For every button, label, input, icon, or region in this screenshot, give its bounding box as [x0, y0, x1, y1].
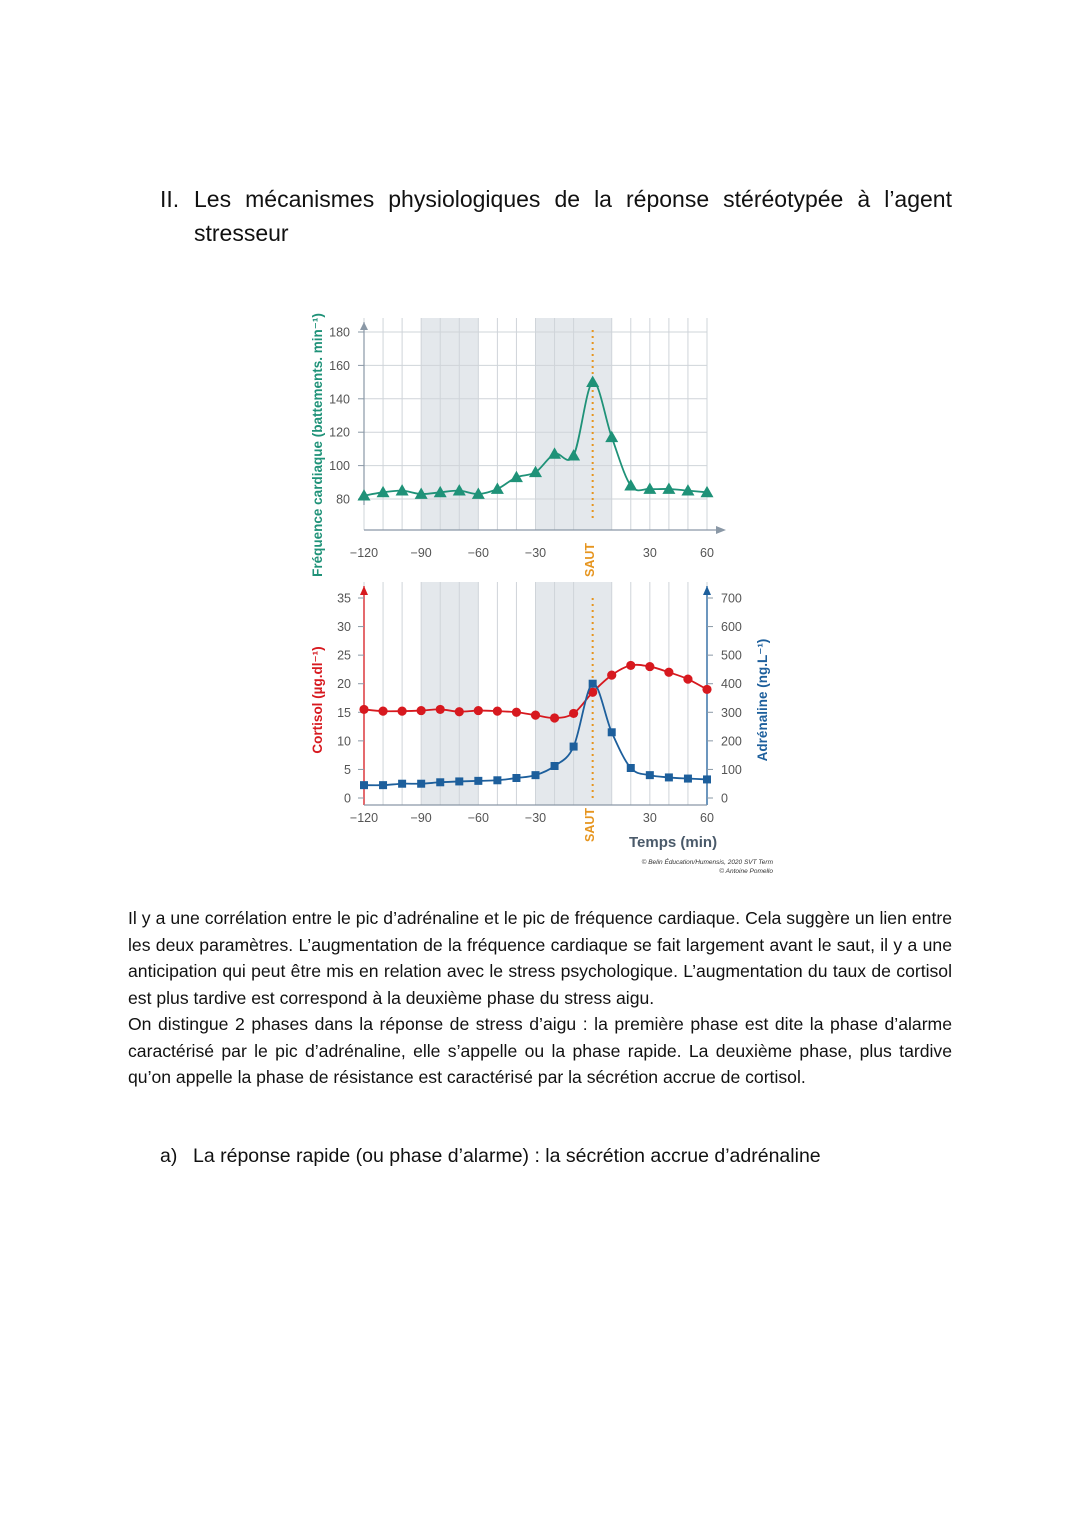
heart-rate-tick-label: 100 — [329, 459, 350, 474]
adrenaline-point — [512, 774, 520, 782]
adrenaline-tick-label: 400 — [721, 677, 742, 692]
grid-lines — [364, 318, 707, 805]
analysis-paragraph-2: On distingue 2 phases dans la réponse de stress d’aigu : la première phase est dite la phase d’alarme caractérisé par le pic d’adrénaline, elle s’appelle ou la phase rapide. La deuxième phase, plus tardive qu’on appelle la phase de résistance est caractérisé par la sécrétion accrue de cortisol. — [128, 1014, 952, 1087]
top-x-tick-label: −120 — [349, 546, 379, 560]
analysis-paragraph — [128, 905, 952, 1091]
adrenaline-point — [474, 777, 482, 785]
subsection-title: La réponse rapide (ou phase d’alarme) : la sécrétion accrue d’adrénaline — [193, 1145, 821, 1167]
heart-rate-y-axis-arrow — [360, 322, 368, 330]
cortisol-tick-label: 25 — [337, 648, 351, 663]
cortisol-point — [702, 685, 711, 694]
adrenaline-point — [436, 778, 444, 786]
cortisol-point — [474, 706, 483, 715]
adrenaline-point — [398, 780, 406, 788]
adrenaline-point — [703, 775, 711, 783]
shaded-band-top-0 — [421, 318, 478, 530]
bottom-x-tick-label: −120 — [349, 811, 379, 825]
cortisol-point — [626, 661, 635, 670]
cortisol-point — [550, 713, 559, 722]
cortisol-point — [569, 709, 578, 718]
adrenaline-point — [608, 728, 616, 736]
time-x-axis-top-arrow — [716, 526, 726, 534]
cortisol-point — [359, 705, 368, 714]
adrenaline-point — [455, 777, 463, 785]
heart-rate-tick-label: 180 — [329, 325, 350, 340]
bottom-x-tick-label: −60 — [467, 811, 489, 825]
cortisol-tick-label: 35 — [337, 591, 351, 606]
heart-rate-tick-label: 140 — [329, 392, 350, 407]
cortisol-point — [645, 662, 654, 671]
cortisol-point — [683, 675, 692, 684]
heart-rate-point — [491, 482, 504, 493]
cortisol-point — [378, 707, 387, 716]
cortisol-point — [512, 708, 521, 717]
heart-rate-axis-title: Fréquence cardiaque (battements. min⁻¹) — [310, 313, 325, 577]
adrenaline-tick-label: 300 — [721, 705, 742, 720]
adrenaline-point — [589, 680, 597, 688]
subsection-label: a) — [160, 1145, 178, 1167]
top-x-tick-label: 30 — [642, 546, 657, 560]
adrenaline-tick-label: 100 — [721, 762, 742, 777]
adrenaline-y-axis-arrow — [703, 586, 711, 595]
cortisol-point — [493, 707, 502, 716]
cortisol-point — [531, 711, 540, 720]
cortisol-tick-label: 10 — [337, 734, 351, 749]
adrenaline-point — [360, 781, 368, 789]
adrenaline-tick-label: 500 — [721, 648, 742, 663]
adrenaline-point — [493, 776, 501, 784]
bottom-x-tick-label: 30 — [642, 811, 657, 825]
heart-rate-tick-label: 120 — [329, 425, 350, 440]
cortisol-point — [607, 671, 616, 680]
adrenaline-point — [551, 762, 559, 770]
cortisol-point — [417, 706, 426, 715]
shaded-band-bottom-0 — [421, 582, 478, 805]
adrenaline-point — [665, 773, 673, 781]
adrenaline-tick-label: 0 — [721, 791, 728, 806]
saut-label-top: SAUT — [583, 542, 597, 578]
bottom-x-tick-label: −90 — [410, 811, 432, 825]
bottom-x-tick-label: −30 — [524, 811, 547, 825]
adrenaline-tick-label: 600 — [721, 620, 742, 635]
cortisol-tick-label: 0 — [344, 791, 351, 806]
time-axis-title: Temps (min) — [629, 834, 718, 851]
cortisol-tick-label: 5 — [344, 762, 351, 777]
cortisol-tick-label: 30 — [337, 620, 351, 635]
section-number: II. — [160, 186, 180, 212]
adrenaline-tick-label: 200 — [721, 734, 742, 749]
cortisol-point — [455, 707, 464, 716]
adrenaline-tick-label: 700 — [721, 591, 742, 606]
credit-author: © Antoine Pomello — [719, 868, 773, 875]
heart-rate-tick-label: 80 — [336, 492, 350, 507]
cortisol-point — [398, 707, 407, 716]
analysis-paragraph-1: Il y a une corrélation entre le pic d’adrénaline et le pic de fréquence cardiaque. Cela suggère un lien entre les deux paramètres. L’augmentation de la fréquence cardiaque se fait largement avant le saut, il y a une anticipation qui peut être mis en relation avec le stress psychologique. L’augmentation du taux de cortisol est plus tardive est correspond à la deuxième phase du stress aigu. — [128, 908, 952, 1008]
heart-rate-tick-label: 160 — [329, 358, 350, 373]
heart-rate-point — [643, 482, 656, 493]
adrenaline-point — [417, 780, 425, 788]
cortisol-y-axis-arrow — [360, 586, 368, 595]
adrenaline-point — [379, 781, 387, 789]
section-title: Les mécanismes physiologiques de la réponse stéréotypée à l’agent stresseur — [194, 186, 952, 246]
cortisol-tick-label: 20 — [337, 677, 351, 692]
cortisol-point — [436, 705, 445, 714]
cortisol-tick-label: 15 — [337, 705, 351, 720]
adrenaline-point — [570, 743, 578, 751]
saut-label-bottom: SAUT — [583, 807, 597, 843]
subsection-heading — [160, 1142, 821, 1170]
adrenaline-point — [684, 775, 692, 783]
top-x-tick-label: 60 — [700, 546, 714, 560]
adrenaline-axis-title: Adrénaline (ng.L⁻¹) — [755, 638, 770, 762]
adrenaline-point — [646, 771, 654, 779]
top-x-tick-label: −30 — [524, 546, 547, 560]
credit-publisher: © Belin Éducation/Humensis, 2020 SVT Term — [641, 859, 773, 866]
cortisol-point — [664, 668, 673, 677]
bottom-x-tick-label: 60 — [700, 811, 714, 825]
adrenaline-point — [532, 771, 540, 779]
adrenaline-point — [627, 764, 635, 772]
top-x-tick-label: −60 — [467, 546, 489, 560]
cortisol-axis-title: Cortisol (µg.dl⁻¹) — [310, 646, 325, 754]
top-x-tick-label: −90 — [410, 546, 432, 560]
heart-rate-point — [624, 479, 637, 490]
